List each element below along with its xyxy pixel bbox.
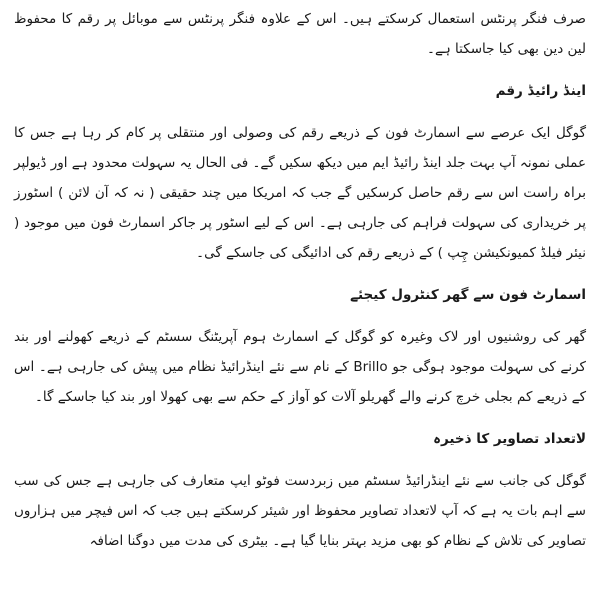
intro-paragraph: صرف فنگر پرنٹس استعمال کرسکتے ہیں۔ اس کے علاوہ فنگر پرنٹس سے موبائل پر رقم کا محفوظ لین دین بھی کیا جاسکتا ہے۔ (14, 11, 586, 57)
spacer (14, 454, 586, 466)
section-body-home-control: گھر کی روشنیوں اور لاک وغیرہ کو گوگل کے اسمارٹ ہوم آپریٹنگ سسٹم کے ذریعے کھولنے اور بند کرنے کی سہولت موجود ہوگی جو Brillo کے نام سے نئے اینڈرائیڈ نظام میں پیش کی جارہی ہے۔ اس کے ذریعے کم بجلی خرچ کرنے والے گھریلو آلات کو آواز کے حکم سے بھی کھولا اور بند کیا جاسکے گا۔ (14, 329, 586, 405)
section-body-android-pay: گوگل ایک عرصے سے اسمارٹ فون کے ذریعے رقم کی وصولی اور منتقلی پر کام کر رہا ہے جس کا عملی نمونہ آپ بہت جلد اینڈ رائیڈ ایم میں دیکھ سکیں گے۔ فی الحال یہ سہولت محدود ہے اور ڈیولپر براہ راست اس سے رقم حاصل کرسکیں گے جب کہ امریکا میں چند حقیقی ( نہ کہ آن لائن ) اسٹورز پر خریداری کی سہولت فراہم کی جارہی ہے۔ اس کے لیے اسٹور پر جاکر اسمارٹ فون میں موجود ( نیئر فیلڈ کمیونکیشن چِپ ) کے ذریعے رقم کی ادائیگی کی جاسکے گی۔ (14, 125, 586, 261)
spacer (14, 268, 586, 280)
section-heading-photo-storage: لاتعداد تصاویر کا ذخیرہ (433, 431, 586, 447)
section-heading-home-control: اسمارٹ فون سے گھر کنٹرول کیجئے (350, 287, 586, 303)
spacer (14, 64, 586, 76)
spacer (14, 106, 586, 118)
section-heading-android-pay: اینڈ رائیڈ رقم (495, 83, 586, 99)
spacer (14, 412, 586, 424)
spacer (14, 310, 586, 322)
section-body-photo-storage: گوگل کی جانب سے نئے اینڈرائیڈ سسٹم میں زبردست فوٹو ایپ متعارف کی جارہی ہے جس کی سب سے اہم بات یہ ہے کہ آپ لاتعداد تصاویر محفوظ اور شیئر کرسکتے ہیں جب کہ اس فیچر میں ہزاروں تصاویر کی تلاش کے نظام کو بھی مزید بہتر بنایا گیا ہے۔ بیٹری کی مدت میں دوگنا اضافہ (14, 473, 586, 549)
